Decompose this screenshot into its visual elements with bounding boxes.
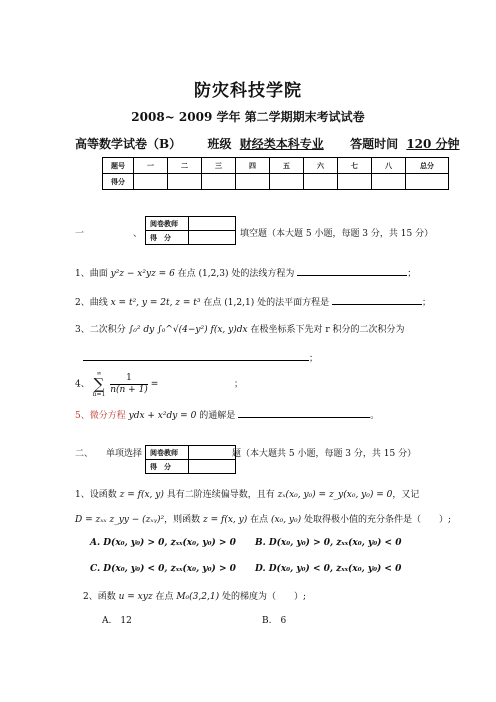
score-cell: 题号 — [103, 158, 134, 174]
section2-label: 单项选择 — [106, 449, 143, 459]
score-input-cell[interactable] — [406, 174, 449, 190]
score-cell: 二 — [168, 158, 202, 174]
score-cell: 六 — [304, 158, 338, 174]
option-d[interactable]: D. D(x₀, y₀) < 0, zₓₓ(x₀, y₀) < 0 — [255, 564, 402, 574]
course-info-line — [75, 135, 460, 152]
score-table-header-row — [103, 158, 449, 174]
score-input-cell[interactable] — [202, 174, 236, 190]
score-cell: 三 — [202, 158, 236, 174]
score-label: 得 分 — [146, 460, 189, 474]
score-input-cell[interactable] — [338, 174, 372, 190]
course-name: 高等数学试卷（B） — [75, 137, 182, 151]
score-input-cell[interactable] — [168, 174, 202, 190]
class-value: 财经类本科专业 — [239, 137, 324, 151]
grader-label: 阅卷教师 — [146, 217, 189, 231]
fill-question-2: 2、曲线 x = t², y = 2t, z = t³ 在点 (1,2,1) 处的法平面方程是 ； — [75, 295, 431, 308]
q4-answer-blank[interactable] — [161, 378, 231, 387]
fill-question-5: 5、微分方程 ydx + x²dy = 0 的通解是 。 — [75, 408, 379, 421]
grader-input[interactable] — [189, 446, 236, 460]
fill-question-3: 3、二次积分 ∫₀² dy ∫₀^√(4−y²) f(x, y)dx 在极坐标系下先对 r 积分的二次积分为 — [75, 325, 405, 335]
score-input-cell[interactable] — [372, 174, 406, 190]
q3-answer-blank[interactable] — [83, 351, 309, 361]
score-input-cell[interactable] — [134, 174, 168, 190]
score-cell: 总分 — [406, 158, 449, 174]
q3-integral: ∫₀² dy ∫₀^√(4−y²) f(x, y)dx — [128, 325, 248, 335]
grader-input[interactable] — [189, 217, 236, 231]
score-table — [102, 157, 449, 190]
score-input-cell[interactable] — [304, 174, 338, 190]
fill-question-1: 1、曲面 y²z − x²yz = 6 在点 (1,2,3) 处的法线方程为 ； — [75, 266, 416, 279]
score-table-score-row — [103, 174, 449, 190]
time-label: 答题时间 — [350, 137, 399, 151]
choice-question-1: 1、设函数 z = f(x, y) 具有二阶连续偏导数，且有 zₓ(x₀, y₀) = z_y(x₀, y₀) = 0，又记 — [75, 490, 420, 500]
option-c[interactable]: C. D(x₀, y₀) < 0, zₓₓ(x₀, y₀) > 0 — [90, 564, 236, 574]
score-cell: 八 — [372, 158, 406, 174]
score-input-cell[interactable] — [270, 174, 304, 190]
section2-number: 二、 — [75, 449, 94, 459]
exam-title: 2008~ 2009 学年 第二学期期末考试试卷 — [131, 110, 365, 124]
score-input[interactable] — [189, 460, 236, 474]
score-input[interactable] — [189, 231, 236, 245]
score-input-cell[interactable] — [236, 174, 270, 190]
sum-symbol: ∞ ∑ n=1 — [92, 370, 106, 398]
option-b[interactable]: B. D(x₀, y₀) > 0, zₓₓ(x₀, y₀) < 0 — [255, 538, 402, 548]
section1-grader-box — [145, 216, 236, 245]
score-label: 得 分 — [146, 231, 189, 245]
time-value: 120 分钟 — [406, 137, 460, 151]
q2-answer-blank[interactable] — [332, 295, 422, 305]
fill-question-3-line: ； — [83, 351, 318, 364]
q5-equation: ydx + x²dy = 0 — [128, 411, 197, 421]
section1-description: 填空题（本大题 5 小题，每题 3 分，共 15 分） — [240, 229, 434, 239]
q2-option-b[interactable]: B. 6 — [262, 616, 287, 626]
score-cell: 五 — [270, 158, 304, 174]
choice-question-1-line2: D = zₓₓ z_yy − (zₓᵧ)²，则函数 z = f(x, y) 在点 (x₀, y₀) 处取得极小值的充分条件是（ ）; — [75, 515, 452, 525]
score-cell: 得分 — [103, 174, 134, 190]
q4-fraction: $\frac{1}{n(n + 1)}$ — [110, 372, 148, 395]
section2-grader-box — [145, 445, 236, 474]
score-cell: 一 — [134, 158, 168, 174]
school-title: 防灾科技学院 — [194, 81, 302, 101]
section1-sep: 、 — [133, 229, 143, 239]
section1-number: 一 — [75, 229, 85, 239]
choice-question-2: 2、函数 u = xyz 在点 M₀(3,2,1) 处的梯度为（ ）; — [83, 592, 307, 602]
score-cell: 七 — [338, 158, 372, 174]
q1-answer-blank[interactable] — [297, 266, 407, 276]
score-cell: 四 — [236, 158, 270, 174]
q2-option-a[interactable]: A. 12 — [102, 616, 132, 626]
q5-answer-blank[interactable] — [238, 408, 370, 418]
grader-label: 阅卷教师 — [146, 446, 189, 460]
section2-description: 题（本大题共 5 小题，每题 3 分，共 15 分） — [232, 449, 417, 459]
q2-equation: x = t², y = 2t, z = t³ — [110, 298, 201, 308]
fill-question-4: 4、 ∞ ∑ n=1 $\frac{1}{n(n + 1)}$ = ； — [75, 370, 243, 398]
option-a[interactable]: A. D(x₀, y₀) > 0, zₓₓ(x₀, y₀) > 0 — [90, 538, 236, 548]
class-label: 班级 — [207, 137, 232, 151]
q1-equation: y²z − x²yz = 6 — [110, 269, 175, 279]
